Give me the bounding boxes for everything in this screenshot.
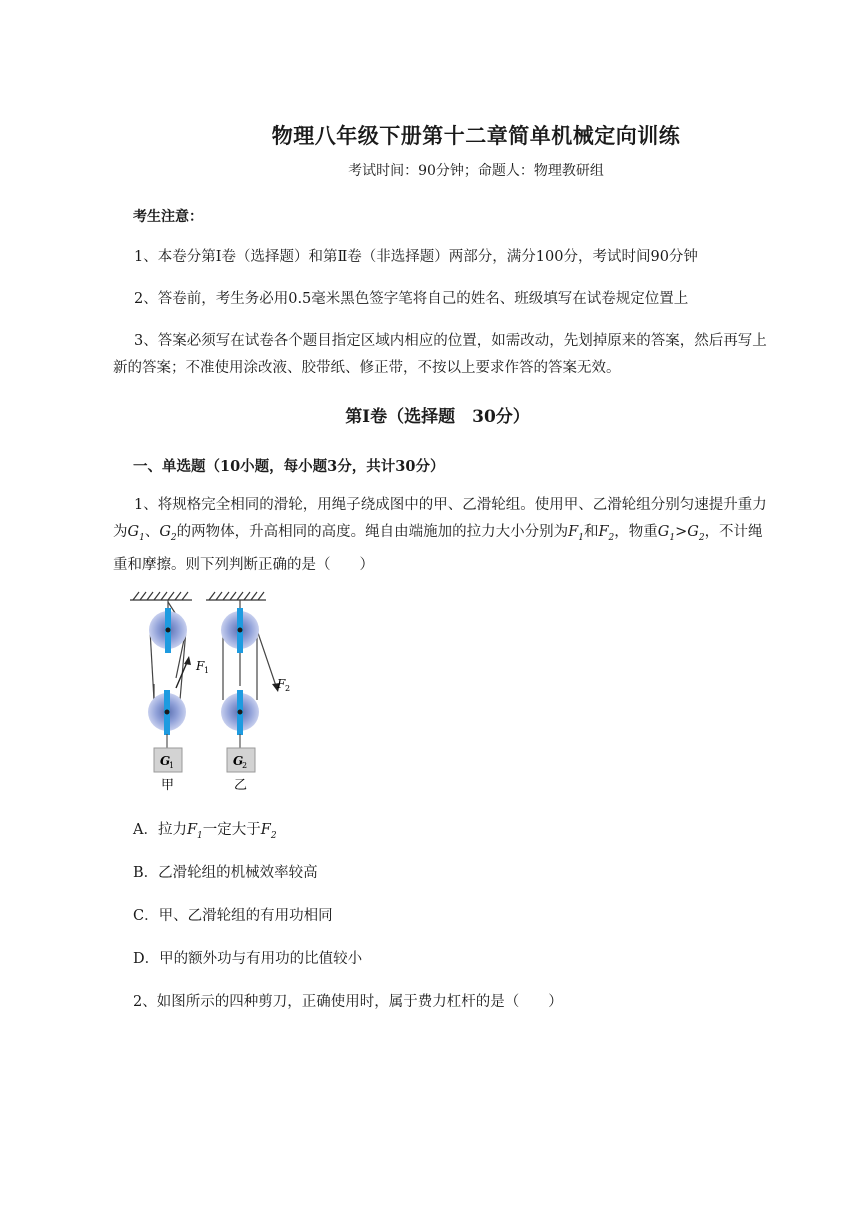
ceiling-right [206,592,266,600]
notice-heading: 考生注意： [133,209,203,225]
section-title: 第Ⅰ卷（选择题 30分） [345,407,530,427]
label-g1: G [160,754,171,768]
option-d: D．甲的额外功与有用功的比值较小 [133,951,363,967]
label-yi: 乙 [234,778,248,793]
fixed-pulley-left [149,608,187,653]
label-f2: F [277,677,286,691]
option-c: C．甲、乙滑轮组的有用功相同 [133,908,333,924]
ceiling-left [130,592,192,600]
label-f1: F [196,659,205,673]
notice-item-3: 3、答案必须写在试卷各个题目指定区域内相应的位置，如需改动，先划掉原来的答案，然后再写上新的答案；不准使用涂改液、胶带纸、修正带，不按以上要求作答的答案无效。 [113,333,767,376]
fixed-pulley-right [221,608,259,653]
notice-item-2: 2、答卷前，考生务必用0.5毫米黑色签字笔将自己的姓名、班级填写在试卷规定位置上 [134,291,689,307]
label-f2-sub: 2 [285,684,290,693]
label-jia: 甲 [161,778,175,793]
option-a: A．拉力$F_1$一定大于$F_2$ [133,822,277,841]
part-heading: 一、单选题（10小题，每小题3分，共计30分） [133,458,445,475]
label-g2: G [233,754,244,768]
pulley-figure [130,588,290,793]
exam-subtitle: 考试时间：90分钟；命题人：物理教研组 [348,163,604,179]
label-g1-sub: 1 [169,761,175,770]
label-f1-sub: 1 [204,666,210,675]
question-2: 2、如图所示的四种剪刀，正确使用时，属于费力杠杆的是（ ） [133,994,563,1010]
exam-title: 物理八年级下册第十二章简单机械定向训练 [271,123,681,148]
question-1: 1、将规格完全相同的滑轮，用绳子绕成图中的甲、乙滑轮组。使用甲、乙滑轮组分别匀速提升重力为$G_1$、$G_2$的两物体，升高相同的高度。绳自由端施加的拉力大小分别为$F_1$和$F_2$，物重$G_1>G_2$，不计绳重和摩擦。则下列判断正确的是（ ） [113,497,767,573]
label-g2-sub: 2 [242,761,248,770]
option-b: B．乙滑轮组的机械效率较高 [133,865,318,881]
movable-pulley-right [221,690,259,735]
notice-item-1: 1、本卷分第Ⅰ卷（选择题）和第Ⅱ卷（非选择题）两部分，满分100分，考试时间90分钟 [134,249,698,265]
